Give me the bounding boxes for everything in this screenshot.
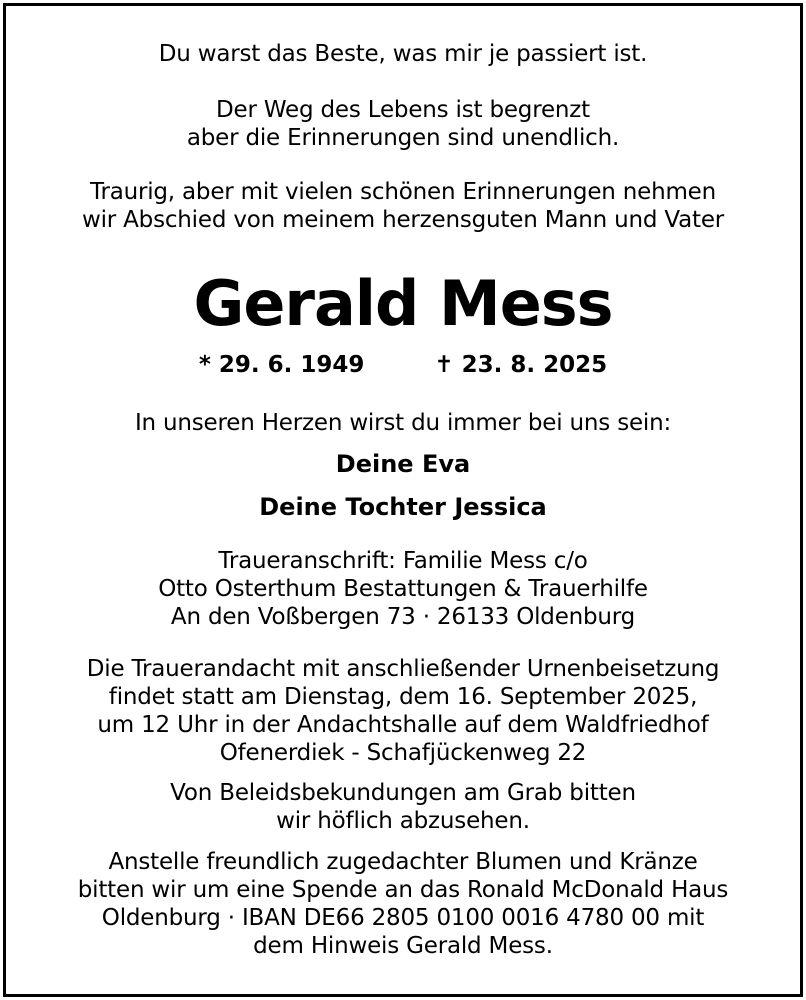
address-line-2: Otto Osterthum Bestattungen & Trauerhilfe bbox=[158, 576, 648, 602]
deceased-name: Gerald Mess bbox=[193, 267, 613, 340]
mourner-eva: Deine Eva bbox=[335, 450, 471, 478]
ceremony-line-1: Die Trauerandacht mit anschließender Urnenbeisetzung bbox=[86, 656, 720, 682]
poem bbox=[6, 96, 800, 152]
ceremony-line-2: findet statt am Dienstag, dem 16. September 2025, bbox=[108, 684, 698, 710]
life-dates bbox=[6, 351, 800, 379]
condolence-line-2: wir höflich abzusehen. bbox=[276, 808, 530, 834]
motto-line: Du warst das Beste, was mir je passiert ist. bbox=[158, 41, 648, 67]
hearts-line bbox=[6, 409, 800, 437]
motto bbox=[6, 40, 800, 68]
birth-date: * 29. 6. 1949 bbox=[198, 352, 365, 378]
intro-line-1: Traurig, aber mit vielen schönen Erinnerungen nehmen bbox=[89, 179, 717, 205]
donation-line-3: Oldenburg · IBAN DE66 2805 0100 0016 4780 00 mit bbox=[101, 905, 705, 931]
obituary-notice bbox=[3, 3, 803, 997]
condolence-line-1: Von Beleidsbekundungen am Grab bitten bbox=[170, 780, 636, 806]
ceremony-line-4: Ofenerdiek - Schafjückenweg 22 bbox=[219, 740, 587, 766]
donation-line-1: Anstelle freundlich zugedachter Blumen und Kränze bbox=[108, 849, 698, 875]
intro-text bbox=[6, 178, 800, 234]
condolence-note bbox=[6, 779, 800, 835]
donation-note bbox=[6, 848, 800, 960]
poem-line-1: Der Weg des Lebens ist begrenzt bbox=[216, 97, 590, 123]
ceremony-line-3: um 12 Uhr in der Andachtshalle auf dem Waldfriedhof bbox=[97, 712, 709, 738]
intro-line-2: wir Abschied von meinem herzensguten Mann und Vater bbox=[81, 207, 725, 233]
death-date: ✝ 23. 8. 2025 bbox=[434, 352, 608, 378]
mourner-jessica: Deine Tochter Jessica bbox=[259, 493, 547, 521]
ceremony-info bbox=[6, 655, 800, 767]
donation-line-4: dem Hinweis Gerald Mess. bbox=[253, 933, 553, 959]
hearts-text: In unseren Herzen wirst du immer bei uns sein: bbox=[134, 410, 672, 436]
mourning-address bbox=[6, 547, 800, 631]
donation-line-2: bitten wir um eine Spende an das Ronald McDonald Haus bbox=[77, 877, 729, 903]
address-line-1: Traueranschrift: Familie Mess c/o bbox=[218, 548, 588, 574]
address-line-3: An den Voßbergen 73 · 26133 Oldenburg bbox=[170, 604, 636, 630]
poem-line-2: aber die Erinnerungen sind unendlich. bbox=[186, 125, 620, 151]
